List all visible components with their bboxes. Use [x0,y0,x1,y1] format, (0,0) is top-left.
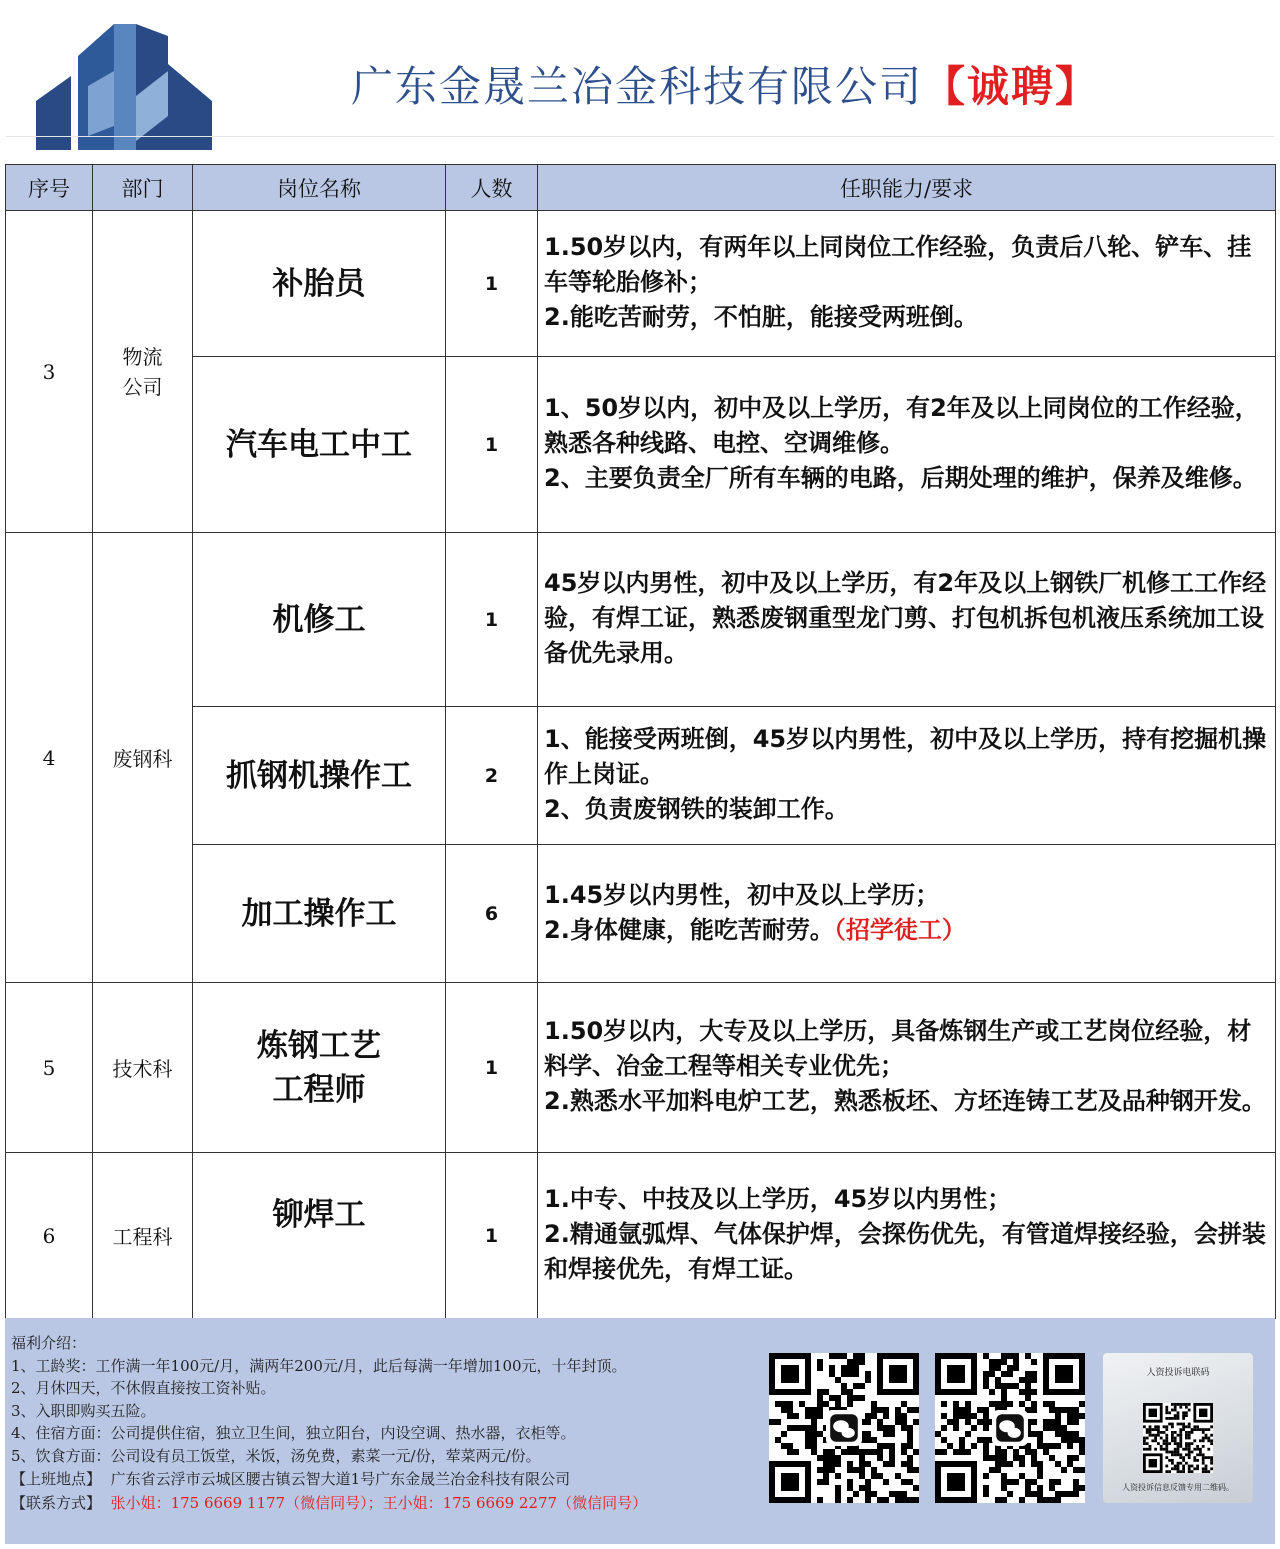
job-requirements: 45岁以内男性，初中及以上学历，有2年及以上钢铁厂机修工工作经验，有焊工证，熟悉废钢重型龙门剪、打包机拆包机液压系统加工设备优先录用。 [538,533,1276,707]
group-department: 物流 公司 [93,211,193,533]
benefit-item: 1、工龄奖：工作满一年100元/月，满两年200元/月，此后每满一年增加100元，十年封顶。 [11,1356,627,1375]
job-title: 机修工 [193,533,446,707]
wechat-qr-icon [935,1353,1085,1503]
job-requirements: 1.50岁以内，有两年以上同岗位工作经验，负责后八轮、铲车、挂车等轮胎修补； 2.能吃苦耐劳，不怕脏，能接受两班倒。 [538,211,1276,357]
column-header-index: 序号 [6,165,93,211]
table-row [6,533,1276,707]
group-department: 废钢科 [93,533,193,983]
benefit-item: 5、饮食方面：公司设有员工饭堂，米饭，汤免费，素菜一元/份，荤菜两元/份。 [11,1446,541,1465]
job-requirements: 1.50岁以内，大专及以上学历，具备炼钢生产或工艺岗位经验，材料学、冶金工程等相关专业优先； 2.熟悉水平加料电炉工艺，熟悉板坯、方坯连铸工艺及品种钢开发。 [538,983,1276,1153]
apprentice-note: （招学徒工） [833,915,966,944]
job-count: 1 [446,211,538,357]
job-count: 2 [446,707,538,845]
company-name: 广东金晟兰冶金科技有限公司 [351,62,924,111]
table-row [6,707,1276,845]
job-title: 铆焊工 [193,1153,446,1319]
column-header-department: 部门 [93,165,193,211]
group-index: 5 [6,983,93,1153]
table-row [6,211,1276,357]
job-title: 炼钢工艺 工程师 [193,983,446,1153]
benefits-title: 福利介绍： [11,1334,87,1352]
job-requirements: 1、50岁以内，初中及以上学历，有2年及以上同岗位的工作经验，熟悉各种线路、电控、空调维修。 2、主要负责全厂所有车辆的电路，后期处理的维护，保养及维修。 [538,357,1276,533]
jobs-table [5,164,1276,1319]
contact-info: 【联系方式】 张小姐：175 6669 1177（微信同号）；王小姐：175 6669 2277（微信同号） [11,1494,648,1513]
group-index: 4 [6,533,93,983]
column-header-requirements: 任职能力/要求 [538,165,1276,211]
job-count: 1 [446,1153,538,1319]
company-title [351,54,1099,114]
table-header-row [6,165,1276,211]
job-title: 汽车电工中工 [193,357,446,533]
benefits-section [11,1332,647,1515]
benefit-item: 2、月休四天，不休假直接按工资补贴。 [11,1379,276,1398]
benefit-item: 3、入职即购买五险。 [11,1401,156,1420]
work-address: 【上班地点】 广东省云浮市云城区腰古镇云智大道1号广东金晟兰冶金科技有限公司 [11,1469,571,1488]
group-department: 技术科 [93,983,193,1153]
job-title: 补胎员 [193,211,446,357]
job-title: 加工操作工 [193,845,446,983]
header-divider [6,136,1274,137]
table-row [6,983,1276,1153]
header [6,6,1274,164]
qr-card-caption: 人资投诉信息反馈专用二维码。 [1122,1483,1234,1492]
group-department: 工程科 [93,1153,193,1319]
table-row [6,1153,1276,1319]
complaint-qr-icon [1143,1403,1213,1473]
wechat-qr-icon [769,1353,919,1503]
job-count: 6 [446,845,538,983]
table-row [6,845,1276,983]
job-requirements: 1.45岁以内男性，初中及以上学历； 2.身体健康，能吃苦耐劳。（招学徒工） [538,845,1276,983]
job-count: 1 [446,983,538,1153]
complaint-qr-card [1103,1353,1253,1503]
qr-card-title: 人资投诉电联码 [1146,1368,1210,1378]
footer [5,1318,1275,1544]
group-index: 3 [6,211,93,533]
company-logo-icon [36,16,222,150]
column-header-count: 人数 [446,165,538,211]
recruit-tag: 【诚聘】 [923,62,1100,111]
job-requirements: 1.中专、中技及以上学历，45岁以内男性； 2.精通氩弧焊、气体保护焊，会探伤优先，有管道焊接经验，会拼装和焊接优先，有焊工证。 [538,1153,1276,1319]
column-header-position: 岗位名称 [193,165,446,211]
job-count: 1 [446,357,538,533]
job-count: 1 [446,533,538,707]
benefit-item: 4、住宿方面：公司提供住宿，独立卫生间，独立阳台，内设空调、热水器，衣柜等。 [11,1424,576,1443]
table-row [6,357,1276,533]
group-index: 6 [6,1153,93,1319]
job-requirements: 1、能接受两班倒，45岁以内男性，初中及以上学历，持有挖掘机操作上岗证。 2、负责废钢铁的装卸工作。 [538,707,1276,845]
job-title: 抓钢机操作工 [193,707,446,845]
